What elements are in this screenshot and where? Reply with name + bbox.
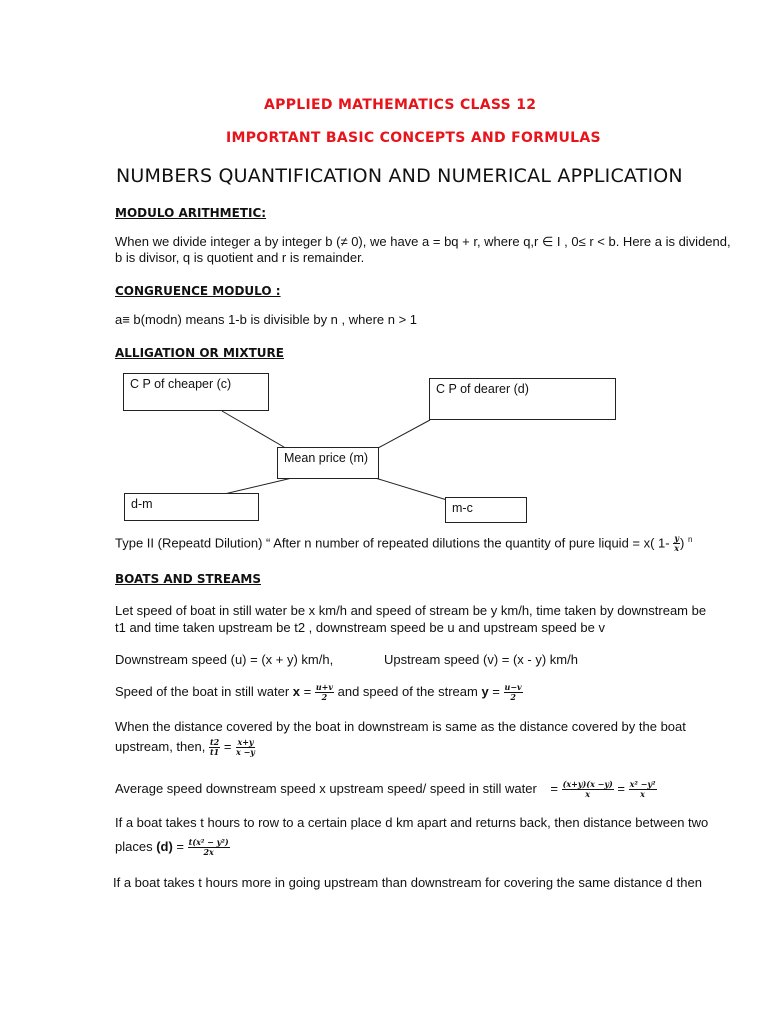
box-m-minus-c [445, 497, 527, 523]
round-trip-text: places [115, 838, 157, 854]
box-mean-label: Mean price (m) [284, 451, 369, 465]
round-trip-line-2 [115, 838, 230, 857]
average-speed-fraction-1 [562, 780, 614, 799]
fraction-denominator: 2x [203, 847, 214, 857]
connector-cheaper-mean [222, 411, 289, 450]
modulo-text-line-1: When we divide integer a by integer b (≠ 0), we have a = bq + r, where q,r ∈ I , 0≤ r < b. Here a is dividend, [115, 234, 731, 249]
connector-dearer-mean [378, 420, 430, 448]
equals-sign: = [220, 738, 236, 754]
round-trip-line-1: If a boat takes t hours to row to a certain place d km apart and returns back, then distance between two [115, 815, 709, 830]
section-heading-boats: BOATS AND STREAMS [115, 572, 261, 586]
fraction-denominator: x −y [236, 747, 255, 757]
var-d: (d) [156, 838, 173, 854]
box-cheaper-label: C P of cheaper (c) [130, 377, 232, 391]
fraction-numerator: x² −y² [629, 779, 656, 789]
stream-speed-fraction [504, 683, 523, 702]
repeated-dilution-line [115, 532, 692, 553]
repeated-dilution-fraction [673, 534, 680, 553]
fraction-numerator: x+y [237, 737, 254, 747]
section-heading-congruence: CONGRUENCE MODULO : [115, 284, 281, 298]
repeated-dilution-exponent: n [687, 535, 693, 544]
repeated-dilution-close: ) [680, 535, 688, 551]
fraction-numerator: t(x² − y²) [188, 837, 229, 847]
box-dearer-price [429, 378, 616, 420]
equal-distance-text: upstream, then, [115, 738, 209, 754]
chapter-title: NUMBERS QUANTIFICATION AND NUMERICAL APPLICATION [116, 165, 683, 187]
fraction-numerator: t2 [209, 737, 220, 747]
box-dearer-label: C P of dearer (d) [436, 382, 529, 396]
section-heading-modulo: MODULO ARITHMETIC: [115, 206, 267, 220]
fraction-numerator: y [674, 533, 679, 544]
fraction-numerator: u−v [504, 682, 522, 692]
still-water-fraction [315, 683, 334, 702]
section-heading-alligation: ALLIGATION OR MIXTURE [115, 346, 284, 360]
fraction-denominator: 2 [510, 692, 516, 702]
average-speed-fraction-2 [629, 780, 657, 799]
repeated-dilution-text: Type II (Repeatd Dilution) “ After n number of repeated dilutions the quantity of pure liquid = x( 1- [115, 535, 670, 551]
equals-sign: = [613, 780, 629, 796]
upstream-speed-formula: Upstream speed (v) = (x - y) km/h [384, 652, 578, 667]
modulo-text-line-2: b is divisor, q is quotient and r is remainder. [115, 250, 365, 265]
equals-sign: = [172, 838, 188, 854]
fraction-numerator: u+v [315, 682, 334, 692]
equals-sign: = [546, 780, 562, 796]
round-trip-fraction [188, 838, 230, 857]
equal-distance-line-1: When the distance covered by the boat in downstream is same as the distance covered by the boat [115, 719, 686, 734]
stream-speed-text: and speed of the stream [334, 683, 482, 699]
var-x: x [292, 683, 301, 699]
congruence-text: a≡ b(modn) means 1-b is divisible by n , where n > 1 [115, 312, 418, 327]
fraction-denominator: 2 [321, 692, 328, 702]
box-cheaper-price [123, 373, 269, 411]
var-y: y [481, 683, 489, 699]
fraction-denominator: x [674, 543, 680, 554]
box-mean-price [277, 447, 379, 479]
time-ratio-fraction [209, 738, 220, 757]
box-mc-label: m-c [452, 501, 473, 515]
connector-mean-mc [372, 477, 447, 500]
box-d-minus-m [124, 493, 259, 521]
still-water-text: Speed of the boat in still water [115, 683, 293, 699]
average-speed-text: Average speed downstream speed x upstream speed/ speed in still water [115, 780, 537, 796]
downstream-speed-formula: Downstream speed (u) = (x + y) km/h, [115, 652, 334, 667]
equal-distance-line-2 [115, 738, 256, 757]
document-subtitle: IMPORTANT BASIC CONCEPTS AND FORMULAS [226, 130, 601, 146]
fraction-denominator: x [585, 789, 591, 799]
still-water-speed-line [115, 683, 523, 702]
fraction-numerator: (x+y)(x −y) [562, 779, 613, 789]
speed-ratio-fraction [235, 738, 256, 757]
boats-intro-line-1: Let speed of boat in still water be x km/h and speed of stream be y km/h, time taken by downstream be [115, 603, 707, 618]
fraction-denominator: t1 [209, 747, 220, 757]
box-dm-label: d-m [131, 497, 153, 511]
equals-sign: = [488, 683, 504, 699]
boats-intro-line-2: t1 and time taken upstream be t2 , downstream speed be u and upstream speed be v [115, 620, 605, 635]
upstream-extra-time-line: If a boat takes t hours more in going upstream than downstream for covering the same distance d then [113, 875, 702, 890]
fraction-denominator: x [640, 789, 645, 799]
average-speed-line [115, 780, 657, 799]
document-title: APPLIED MATHEMATICS CLASS 12 [264, 97, 537, 113]
equals-sign: = [300, 683, 315, 699]
